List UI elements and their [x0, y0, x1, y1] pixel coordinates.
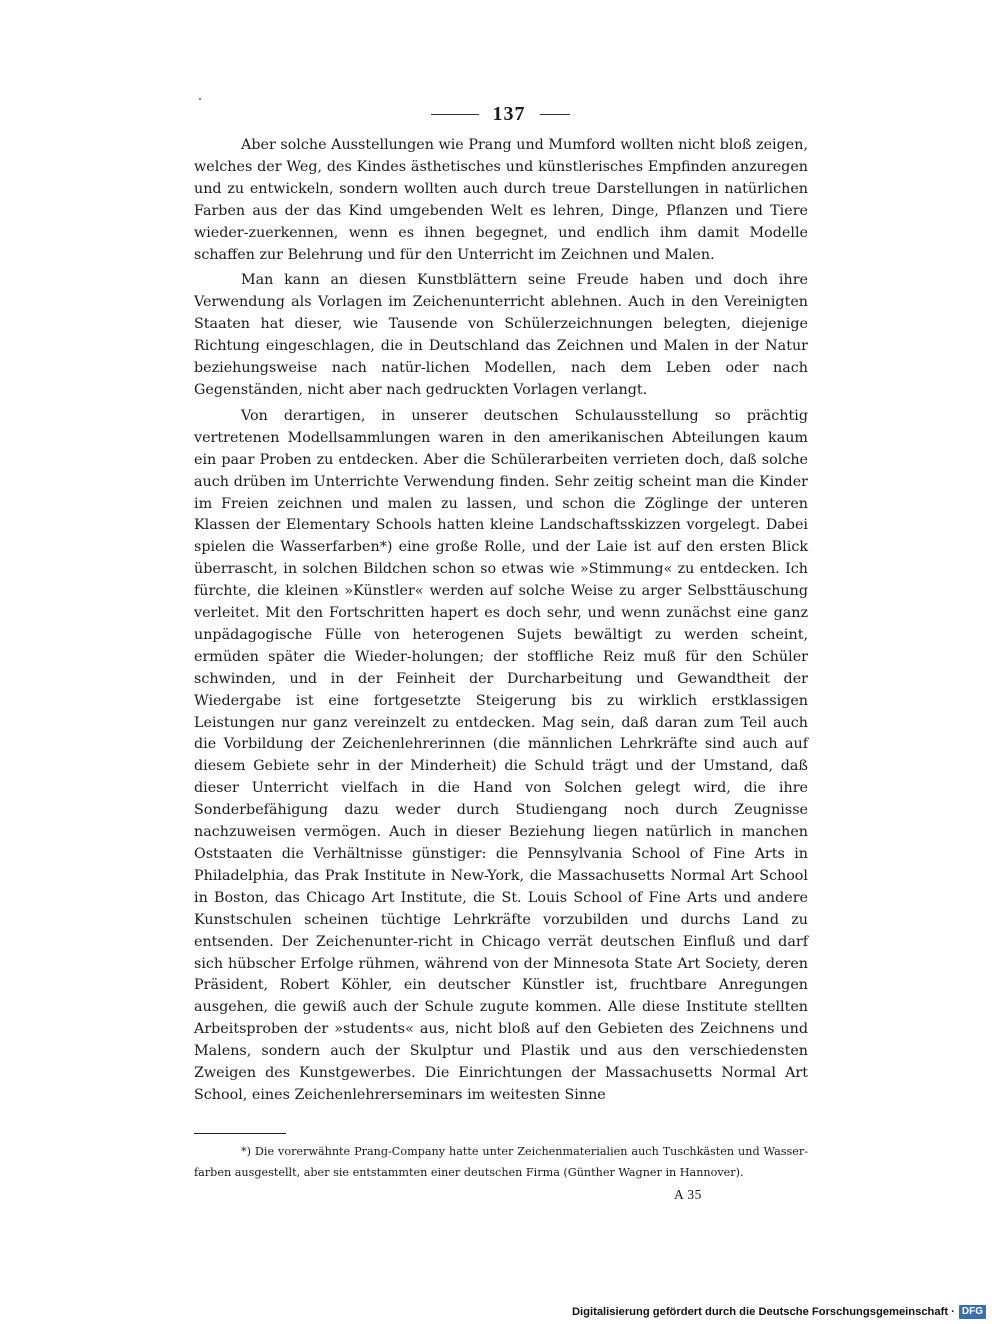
- digitization-footer: [572, 1305, 986, 1319]
- paragraph: Von derartigen, in unserer deutschen Schulausstellung so prächtig vertretenen Modellsammlungen waren in den amerikanischen Abteilungen kaum ein paar Proben zu entdecken. Aber die Schülerarbeiten verrieten doch, daß solche auch drüben im Unterrichte Verwendung finden. Sehr zeitig scheint man die Kinder im Freien zeichnen und malen zu lassen, und schon die Zöglinge der unteren Klassen der Elementary Schools hatten kleine Landschaftsskizzen vorgelegt. Dabei spielen die Wasserfarben*) eine große Rolle, und der Laie ist auf den ersten Blick überrascht, in solchen Bildchen schon so etwas wie »Stimmung« zu entdecken. Ich fürchte, die kleinen »Künstler« werden auf solche Weise zu arger Selbsttäuschung verleitet. Mit den Fortschritten hapert es doch sehr, und wenn zunächst eine ganz unpädagogische Fülle von heterogenen Sujets bewältigt zu werden scheint, ermüden später die Wieder-holungen; der stoffliche Reiz muß für den Schüler schwinden, und in der Feinheit der Durcharbeitung und Gewandtheit der Wiedergabe ist eine fortgesetzte Steigerung bis zu wirklich erstklassigen Leistungen nur ganz vereinzelt zu entdecken. Mag sein, daß daran zum Teil auch die Vorbildung der Zeichenlehrerinnen (die männlichen Lehrkräfte sind auch auf diesem Gebiete sehr in der Minderheit) die Schuld trägt und der Umstand, daß dieser Unterricht vielfach in die Hand von Solchen gelegt wird, die ihre Sonderbefähigung dazu weder durch Studiengang noch durch Zeugnisse nachzuweisen vermögen. Auch in dieser Beziehung liegen natürlich in manchen Oststaaten die Verhältnisse günstiger: die Pennsylvania School of Fine Arts in Philadelphia, das Prak Institute in New-York, die Massachusetts Normal Art School in Boston, das Chicago Art Institute, die St. Louis School of Fine Arts und andere Kunstschulen scheinen tüchtige Lehrkräfte vorzubilden und durchs Land zu entsenden. Der Zeichenunter-richt in Chicago verrät deutschen Einfluß und darf sich hübscher Erfolge rühmen, während von der Minnesota State Art Society, deren Präsident, Robert Köhler, ein deutscher Künstler ist, fruchtbare Anregungen ausgehen, die gewiß auch der Schule zugute kommen. Alle diese Institute stellten Arbeitsproben der »students« aus, nicht bloß auf den Gebieten des Zeichnens und Malens, sondern auch der Skulptur und Plastik und aus den verschiedensten Zweigen des Kunstgewerbes. Die Einrichtungen der Massachusetts Normal Art School, eines Zeichenlehrerseminars im weitesten Sinne: [194, 407, 808, 1103]
- paragraph: Man kann an diesen Kunstblättern seine Freude haben und doch ihre Verwendung als Vorlagen im Zeichenunterricht ablehnen. Auch in den Vereinigten Staaten hat dieser, wie Tausende von Schülerzeichnungen belegten, diejenige Richtung eingeschlagen, die in Deutschland das Zeichnen und Malen in der Natur beziehungsweise nach natür-lichen Modellen, nach dem Leben oder nach Gegenständen, nicht aber nach gedruckten Vorlagen verlangt.: [194, 272, 808, 398]
- scan-speck: [199, 98, 201, 100]
- footer-credit: Digitalisierung gefördert durch die Deutsche Forschungsgemeinschaft ·: [571, 1306, 955, 1318]
- header-rule-right: [540, 114, 570, 115]
- page-number: 137: [492, 102, 526, 125]
- signature-mark: A 35: [674, 1187, 702, 1202]
- page-header: [380, 102, 620, 126]
- header-rule-left: [431, 114, 479, 115]
- body-text: [194, 135, 808, 1111]
- footnote-separator: [194, 1133, 286, 1134]
- footnote: *) Die vorerwähnte Prang-Company hatte unter Zeichenmaterialien auch Tuschkästen und Wasser-farben ausgestellt, aber sie entstammten einer deutschen Firma (Günther Wagner in Hannover).: [194, 1145, 808, 1179]
- dfg-logo-icon: DFG: [959, 1305, 986, 1319]
- paragraph: Aber solche Ausstellungen wie Prang und Mumford wollten nicht bloß zeigen, welches der Weg, des Kindes ästhetisches und künstlerisches Empfinden anzuregen und zu entwickeln, sondern wollten auch durch treue Darstellungen in natürlichen Farben aus der das Kind umgebenden Welt es lehren, Dinge, Pflanzen und Tiere wieder-zuerkennen, wenn es ihnen begegnet, und endlich ihm damit Modelle schaffen zur Belehrung und für den Unterricht im Zeichnen und Malen.: [194, 137, 808, 263]
